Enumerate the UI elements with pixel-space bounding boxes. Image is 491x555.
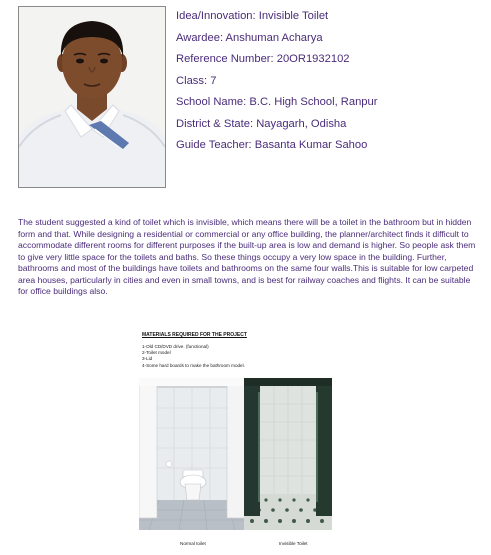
list-item: 1-Old CD/DVD drive. (functional) xyxy=(142,344,209,349)
awardee-photo xyxy=(18,6,166,188)
idea-innovation: Idea/Innovation: Invisible Toilet xyxy=(176,10,329,22)
invisible-toilet-caption: Invisible Toilet xyxy=(279,541,308,546)
invisible-toilet-image xyxy=(244,378,332,530)
project-figure xyxy=(129,322,371,548)
class-info: Class: 7 xyxy=(176,74,217,87)
list-item: 3-Lid xyxy=(142,356,153,362)
guide-teacher: Guide Teacher: Basanta Kumar Sahoo xyxy=(176,139,368,151)
project-description: The student suggested a kind of toilet which is invisible, which means there will be a toilet in the bathroom but in hidden form and that. While designing a residential or commercial or any office building, the planner/architect finds it difficult to accommodate different rooms for different purposes if the built-up area is low and demand is higher. So people ask them to give very little space for the toilets and baths. So these things occupy a very low space in the building. Further, bathrooms and most of the buildings have toilets and bathrooms on the same four walls.This is suitable for low carpeted area houses, particularly in cities and even in small towns, and is best for railway coaches and flights. It can be suitable for office buildings also. xyxy=(18,217,476,296)
materials-title: MATERIALS REQUIRED FOR THE PROJECT xyxy=(142,332,247,338)
district-state: District & State: Nayagarh, Odisha xyxy=(176,117,347,130)
list-item: 2-Toilet model xyxy=(142,350,171,356)
awardee-name: Awardee: Anshuman Acharya xyxy=(176,31,323,44)
school-name: School Name: B.C. High School, Ranpur xyxy=(176,96,378,108)
normal-toilet-caption: Normal toilet xyxy=(180,541,206,546)
materials-list xyxy=(142,344,245,369)
student-portrait-image xyxy=(19,7,165,187)
reference-number: Reference Number: 20OR1932102 xyxy=(176,53,350,65)
awardee-details xyxy=(176,9,377,160)
normal-toilet-image xyxy=(139,378,245,530)
list-item: 4-Some hard boards to make the bathroom model. xyxy=(142,362,245,368)
